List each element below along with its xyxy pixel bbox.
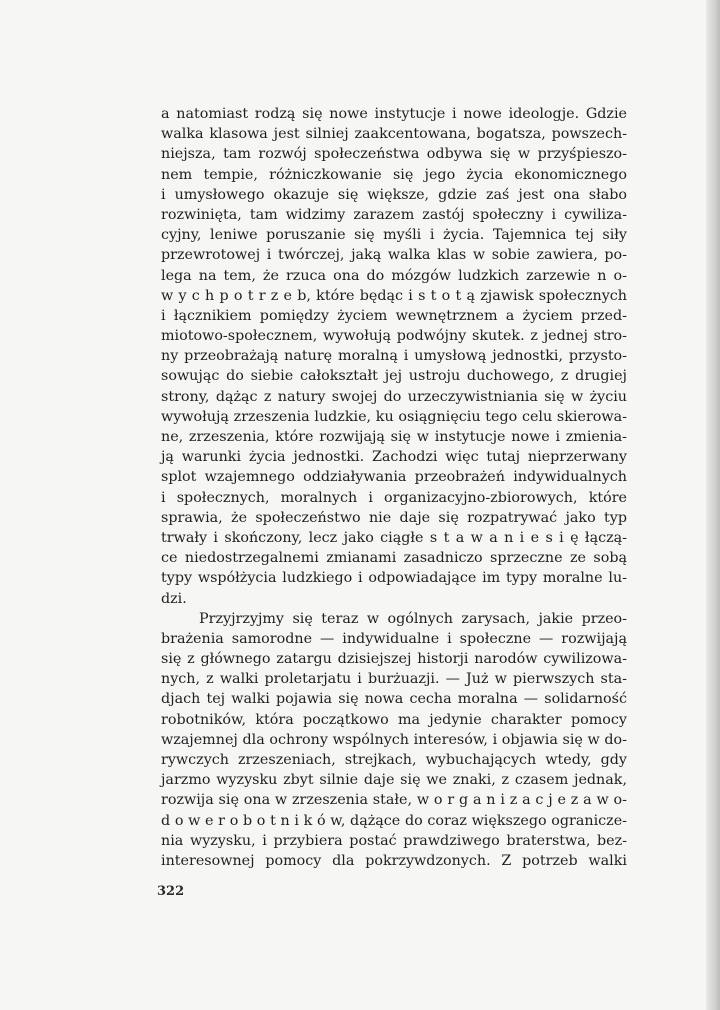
page-edge-shadow [706, 0, 720, 1010]
text-line: a natomiast rodzą się nowe instytucje i nowe ideologje. Gdzie [161, 106, 627, 122]
text-line: interesownej pomocy dla pokrzywdzonych. Z potrzeb walki [161, 852, 627, 869]
text-line: brażenia samorodne — indywidualne i społeczne — rozwijają [161, 630, 627, 647]
text-line: wzajemnej dla ochrony wspólnych interesów, i objawia się w do- [161, 731, 627, 748]
text-line: nem tempie, różniczkowanie się jego życia ekonomicznego [161, 166, 627, 183]
text-line: djach tej walki pojawia się nowa cecha moralna — solidarność [161, 691, 627, 708]
text-line: lega na tem, że rzuca ona do mózgów ludzkich zarzewie n o- [161, 267, 627, 284]
text-line: w y c h p o t r z e b, które będąc i s t o t ą zjawisk społecznych [161, 287, 627, 304]
text-line: d o w e r o b o t n i k ó w, dążące do coraz większego ogranicze- [161, 812, 627, 829]
text-line: sowując do siebie całokształt jej ustroju duchowego, z drugiej [161, 368, 627, 385]
text-line: się z głównego zatargu dzisiejszej historji narodów cywilizowa- [161, 651, 627, 668]
text-line: walka klasowa jest silniej zaakcentowana, bogatsza, powszech- [161, 126, 627, 143]
text-line: cyjny, leniwe poruszanie się myśli i życia. Tajemnica tej siły [161, 227, 627, 244]
text-line: rozwinięta, tam widzimy zarazem zastój społeczny i cywiliza- [161, 206, 627, 223]
text-line: wywołują zrzeszenia ludzkie, ku osiągnięciu tego celu skierowa- [161, 408, 627, 425]
text-line: trwały i skończony, lecz jako ciągłe s t a w a n i e s i ę łączą- [161, 529, 627, 546]
text-line: splot wzajemnego oddziaływania przeobrażeń indywidualnych [161, 469, 627, 486]
text-line: jarzmo wyzysku zbyt silnie daje się we znaki, z czasem jednak, [161, 772, 627, 789]
text-line: i umysłowego okazuje się większe, gdzie zaś jest ona słabo [161, 186, 627, 203]
text-line: rozwija się ona w zrzeszenia stałe, w o r g a n i z a c j e z a w o- [161, 792, 627, 809]
text-line: ny przeobrażają naturę moralną i umysłową jednostki, przysto- [161, 348, 627, 365]
text-line: ne, zrzeszenia, które rozwijają się w instytucje nowe i zmienia- [161, 429, 627, 445]
text-line: przewrotowej i twórczej, jaką walka klas w sobie zawiera, po- [161, 247, 627, 264]
text-line: dzi. [161, 590, 187, 607]
text-line: i łącznikiem pomiędzy życiem wewnętrznem a życiem przed- [161, 307, 627, 324]
text-line: strony, dążąc z natury swojej do urzeczywistniania się w życiu [161, 388, 627, 405]
text-line: niejsza, tam rozwój społeczeństwa odbywa się w przyśpieszo- [161, 146, 627, 163]
body-text [161, 104, 627, 871]
text-line: sprawia, że społeczeństwo nie daje się rozpatrywać jako typ [161, 509, 627, 526]
text-line: ce niedostrzegalnemi zmianami zasadniczo sprzeczne ze sobą [161, 550, 627, 567]
text-line: i społecznych, moralnych i organizacyjno-zbiorowych, które [161, 489, 627, 506]
text-line: miotowo-społecznem, wywołują podwójny skutek. z jednej stro- [161, 328, 627, 345]
text-line: rywczych zrzeszeniach, strejkach, wybuchających wtedy, gdy [161, 752, 627, 768]
text-line: typy współżycia ludzkiego i odpowiadające im typy moralne lu- [161, 570, 627, 587]
text-line: nia wyzysku, i przybiera postać prawdziwego braterstwa, bez- [161, 832, 627, 849]
page-number: 322 [157, 884, 185, 899]
paragraph-start-line: Przyjrzyjmy się teraz w ogólnych zarysach, jakie przeo- [199, 610, 627, 627]
text-line: ją warunki życia jednostki. Zachodzi więc tutaj nieprzerwany [161, 449, 627, 466]
text-line: nych, z walki proletarjatu i burżuazji. — Już w pierwszych sta- [161, 671, 627, 688]
text-line: robotników, która początkowo ma jedynie charakter pomocy [161, 711, 627, 728]
